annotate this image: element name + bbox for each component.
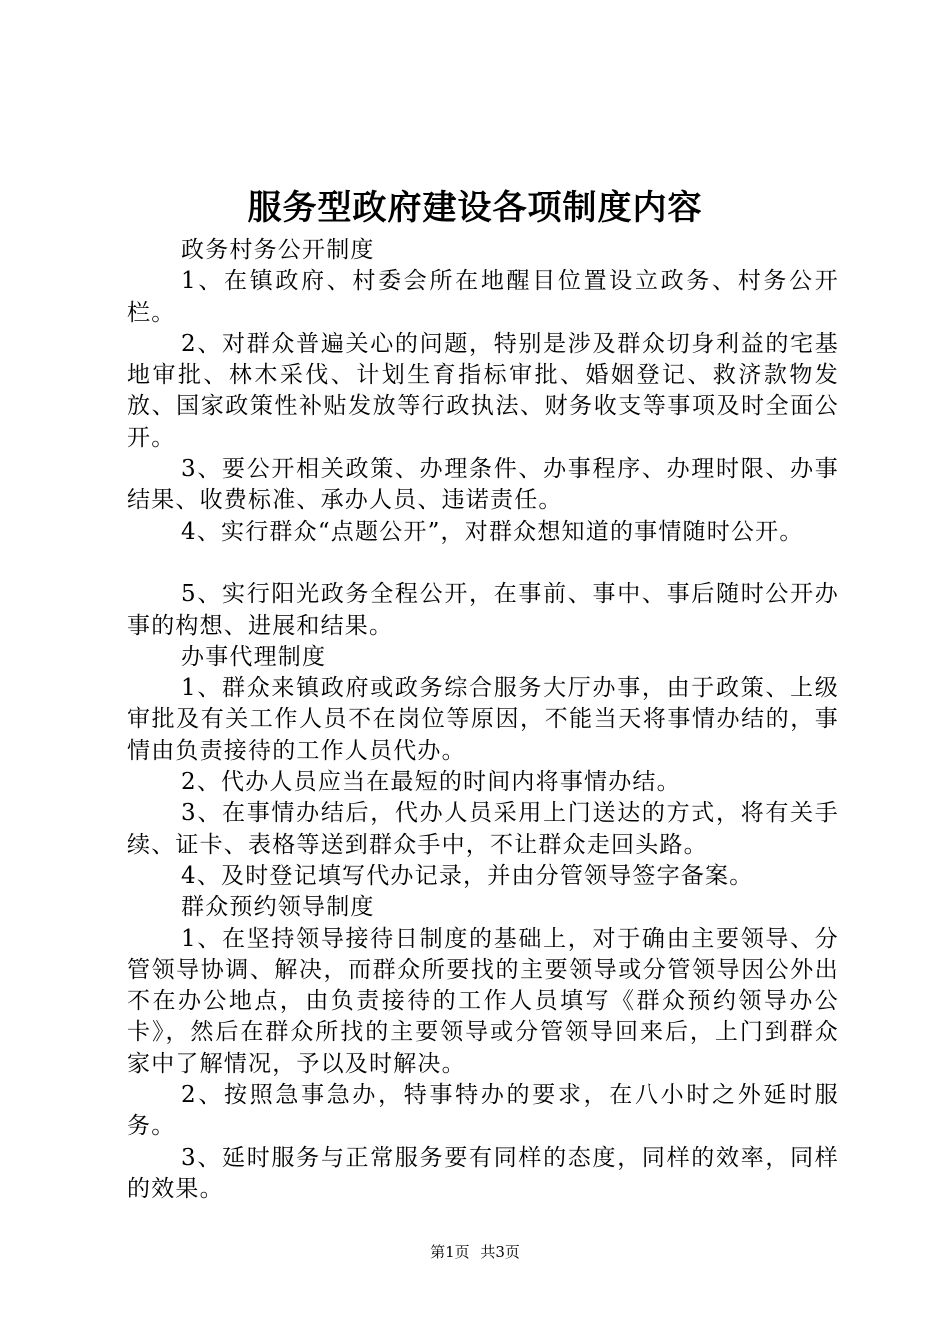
paragraph: 5、实行阳光政务全程公开，在事前、事中、事后随时公开办事的构想、进展和结果。 bbox=[127, 581, 839, 639]
document-body bbox=[127, 235, 839, 1205]
document-title: 服务型政府建设各项制度内容 bbox=[247, 188, 703, 228]
paragraph: 3、在事情办结后，代办人员采用上门送达的方式，将有关手续、证卡、表格等送到群众手中，不让群众走回头路。 bbox=[127, 800, 839, 858]
section-heading: 政务村务公开制度 bbox=[181, 237, 375, 263]
paragraph: 2、按照急事急办，特事特办的要求，在八小时之外延时服务。 bbox=[127, 1082, 839, 1140]
paragraph: 1、群众来镇政府或政务综合服务大厅办事，由于政策、上级审批及有关工作人员不在岗位等原因，不能当天将事情办结的，事情由负责接待的工作人员代办。 bbox=[127, 675, 839, 764]
page-footer bbox=[0, 1242, 950, 1262]
blank-line bbox=[127, 548, 839, 579]
paragraph: 3、要公开相关政策、办理条件、办事程序、办理时限、办事结果、收费标准、承办人员、违诺责任。 bbox=[127, 456, 839, 514]
paragraph: 3、延时服务与正常服务要有同样的态度，同样的效率，同样的效果。 bbox=[127, 1144, 839, 1202]
paragraph: 1、在坚持领导接待日制度的基础上，对于确由主要领导、分管领导协调、解决，而群众所要找的主要领导或分管领导因公外出不在办公地点，由负责接待的工作人员填写《群众预约领导办公卡》，然后在群众所找的主要领导或分管领导回来后，上门到群众家中了解情况，予以及时解决。 bbox=[127, 925, 839, 1077]
page-total: 共3页 bbox=[480, 1243, 520, 1261]
paragraph: 2、代办人员应当在最短的时间内将事情办结。 bbox=[181, 769, 681, 796]
paragraph: 4、实行群众“点题公开”，对群众想知道的事情随时公开。 bbox=[181, 518, 804, 545]
paragraph: 2、对群众普遍关心的问题，特别是涉及群众切身利益的宅基地审批、林木采伐、计划生育指标审批、婚姻登记、救济款物发放、国家政策性补贴发放等行政执法、财务收支等事项及时全面公开。 bbox=[127, 330, 839, 451]
paragraph: 4、及时登记填写代办记录，并由分管领导签字备案。 bbox=[181, 862, 754, 889]
section-heading: 群众预约领导制度 bbox=[181, 894, 375, 921]
section-heading: 办事代理制度 bbox=[181, 643, 327, 670]
page-number: 第1页 bbox=[430, 1243, 470, 1261]
paragraph: 1、在镇政府、村委会所在地醒目位置设立政务、村务公开栏。 bbox=[127, 268, 839, 326]
